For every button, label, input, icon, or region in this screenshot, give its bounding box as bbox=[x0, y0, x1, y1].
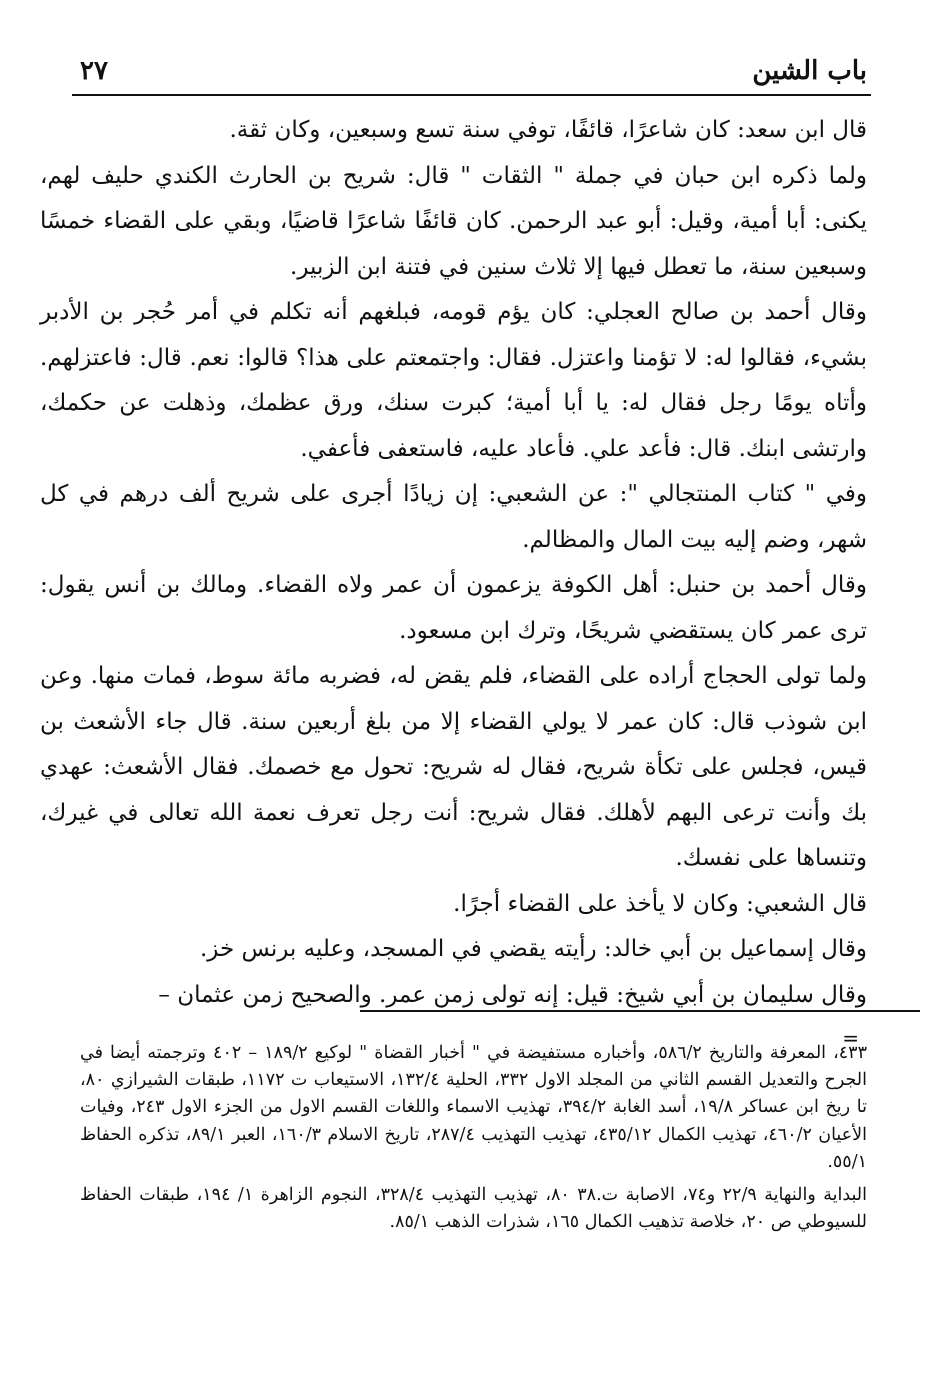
chapter-title: باب الشين bbox=[752, 56, 867, 86]
paragraph: وقال سليمان بن أبي شيخ: قيل: إنه تولى زمن عمر. والصحيح زمن عثمان – bbox=[158, 981, 867, 1008]
page-header bbox=[80, 50, 867, 90]
paragraph: وقال أحمد بن حنبل: أهل الكوفة يزعمون أن عمر ولاه القضاء. ومالك بن أنس يقول: ترى عمر كان يستقضي شريحًا، وترك ابن مسعود. bbox=[40, 572, 867, 644]
page-number: ٢٧ bbox=[80, 56, 108, 86]
paragraph: وقال إسماعيل بن أبي خالد: رأيته يقضي في المسجد، وعليه برنس خز. bbox=[199, 936, 867, 962]
footnote: ٤٣٣، المعرفة والتاريخ ٥٨٦/٢، وأخباره مستفيضة في " أخبار القضاة " لوكيع ١٨٩/٢ – ٤٠٢ وترجمته أيضا في الجرح والتعديل القسم الثاني من المجلد الاول ٣٣٢، الحلية ١٣٢/٤، الاستيعاب ت ١١٧٢، طبقات الشيرازي ٨٠، تا ريخ ابن عساكر ١٩/٨، أسد الغابة ٣٩٤/٢، تهذيب الاسماء واللغات القسم الاول من الجزء الاول ٢٤٣، وفيات الأعيان ٤٦٠/٢، تهذيب الكمال ٤٣٥/١٢، تهذيب التهذيب ٢٨٧/٤، تاريخ الاسلام ١٦٠/٣، العبر ٨٩/١، تذكره الحفاظ ٥٥/١. bbox=[80, 1043, 867, 1172]
footnotes bbox=[80, 1040, 867, 1236]
paragraph: وفي " كتاب المنتجالي ": عن الشعبي: إن زيادًا أجرى على شريح ألف درهم في كل شهر، وضم إليه بيت المال والمظالم. bbox=[40, 481, 867, 553]
main-text bbox=[40, 108, 867, 1018]
paragraph: قال ابن سعد: كان شاعرًا، قائفًا، توفي سنة تسع وسبعين، وكان ثقة. bbox=[229, 117, 867, 143]
paragraph: وقال أحمد بن صالح العجلي: كان يؤم قومه، فبلغهم أنه تكلم في أمر حُجر بن الأدبر بشيء، فقالوا له: لا تؤمنا واعتزل. فقال: واجتمعتم على هذا؟ قالوا: نعم. قال: فاعتزلهم. وأتاه يومًا رجل فقال له: يا أبا أمية؛ كبرت سنك، ورق عظمك، وذهلت عن حكمك، وارتشى ابنك. قال: فأعد علي. فأعاد عليه، فاستعفى فأعفي. bbox=[40, 299, 867, 462]
paragraph: ولما تولى الحجاج أراده على القضاء، فلم يقض له، فضربه مائة سوط، فمات منها. وعن ابن شوذب قال: كان عمر لا يولي القضاء إلا من بلغ أربعين سنة. قال جاء الأشعث بن قيس، فجلس على تكأة شريح، فقال له شريح: تحول مع خصمك. فقال الأشعث: عهدي بك وأنت ترعى البهم لأهلك. فقال شريح: أنت رجل تعرف نعمة الله تعالى في غيرك، وتنساها على نفسك. bbox=[40, 663, 867, 871]
footnote-rule bbox=[360, 1010, 920, 1012]
header-rule bbox=[72, 94, 871, 96]
paragraph: ولما ذكره ابن حبان في جملة " الثقات " قال: شريح بن الحارث الكندي حليف لهم، يكنى: أبا أمية، وقيل: أبو عبد الرحمن. كان قائفًا شاعرًا قاضيًا، وبقي على القضاء خمسًا وسبعين سنة، ما تعطل فيها إلا ثلاث سنين في فتنة ابن الزبير. bbox=[40, 162, 867, 280]
paragraph: قال الشعبي: وكان لا يأخذ على القضاء أجرًا. bbox=[453, 890, 867, 917]
footnote-continuation-mark: = bbox=[842, 1026, 859, 1050]
footnote: البداية والنهاية ٢٢/٩ و٧٤، الاصابة ت.٣٨ ٨٠، تهذيب التهذيب ٣٢٨/٤، النجوم الزاهرة ١/ ١٩٤، طبقات الحفاظ للسيوطي ص ٢٠، خلاصة تذهيب الكمال ١٦٥، شذرات الذهب ٨٥/١. bbox=[80, 1185, 867, 1233]
